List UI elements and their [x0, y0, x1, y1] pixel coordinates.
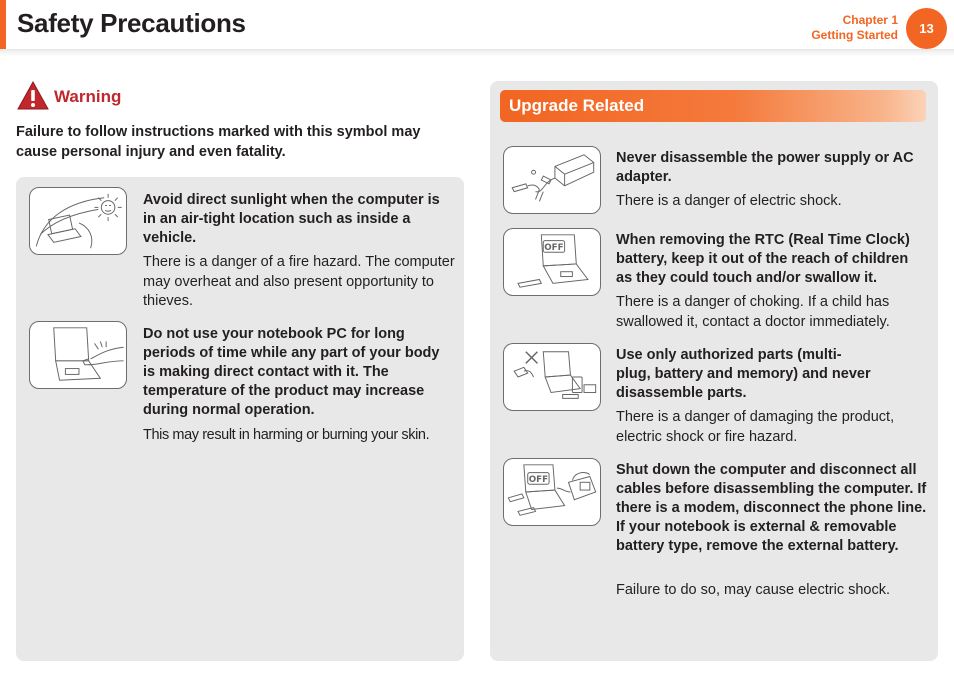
upgrade-item-1-detail: There is a danger of electric shock.	[616, 193, 842, 209]
left-item-1-detail: There is a danger of a fire hazard. The computer may overheat and also present opportunity to thieves.	[143, 254, 455, 309]
car-sun-laptop-icon	[29, 187, 127, 255]
page-number-badge: 13	[906, 8, 947, 49]
chapter-label	[811, 13, 898, 43]
power-adapter-icon	[503, 146, 601, 214]
left-item-2-instruction: Do not use your notebook PC for long periods of time while any part of your body is making direct contact with it. The temperature of the product may increase during normal operation.	[143, 326, 440, 418]
upgrade-item-3-detail: There is a danger of damaging the product, electric shock or fire hazard.	[616, 409, 895, 445]
hand-on-laptop-icon	[29, 321, 127, 389]
upgrade-item-4-detail: Failure to do so, may cause electric shock.	[616, 582, 891, 598]
chapter-title: Getting Started	[811, 28, 898, 42]
upgrade-item-2-detail: There is a danger of choking. If a child has swallowed it, contact a doctor immediately.	[616, 294, 890, 330]
left-item-2-detail: This may result in harming or burning your skin.	[143, 427, 430, 443]
left-item-1-instruction: Avoid direct sunlight when the computer is in an air-tight location such as inside a vehicle.	[143, 192, 440, 246]
header-divider	[0, 49, 954, 57]
warning-description: Failure to follow instructions marked with this symbol may cause personal injury and even fatality.	[16, 124, 421, 160]
off-label: OFF	[544, 242, 564, 253]
upgrade-item-3-instruction: Use only authorized parts (multi-plug, battery and memory) and never disassemble parts.	[616, 347, 871, 401]
authorized-parts-icon	[503, 343, 601, 411]
laptop-off-phone-line-icon	[503, 458, 601, 526]
laptop-off-rtc-battery-icon	[503, 228, 601, 296]
chapter-number: Chapter 1	[842, 13, 898, 27]
warning-heading	[16, 80, 121, 112]
upgrade-item-1-instruction: Never disassemble the power supply or AC adapter.	[616, 150, 914, 185]
page-title: Safety Precautions	[17, 8, 246, 38]
upgrade-item-2-instruction: When removing the RTC (Real Time Clock) battery, keep it out of the reach of children as they could touch and/or swallow it.	[616, 232, 910, 286]
warning-label: Warning	[54, 87, 122, 106]
warning-triangle-icon	[16, 80, 50, 112]
upgrade-section-header: Upgrade Related	[500, 90, 926, 122]
header-accent-bar	[0, 0, 6, 50]
off-label: OFF	[528, 474, 549, 485]
upgrade-item-4-instruction: Shut down the computer and disconnect all cables before disassembling the computer. If there is a modem, disconnect the phone line. If your notebook is external & removable battery type, remove the external battery.	[616, 462, 927, 554]
